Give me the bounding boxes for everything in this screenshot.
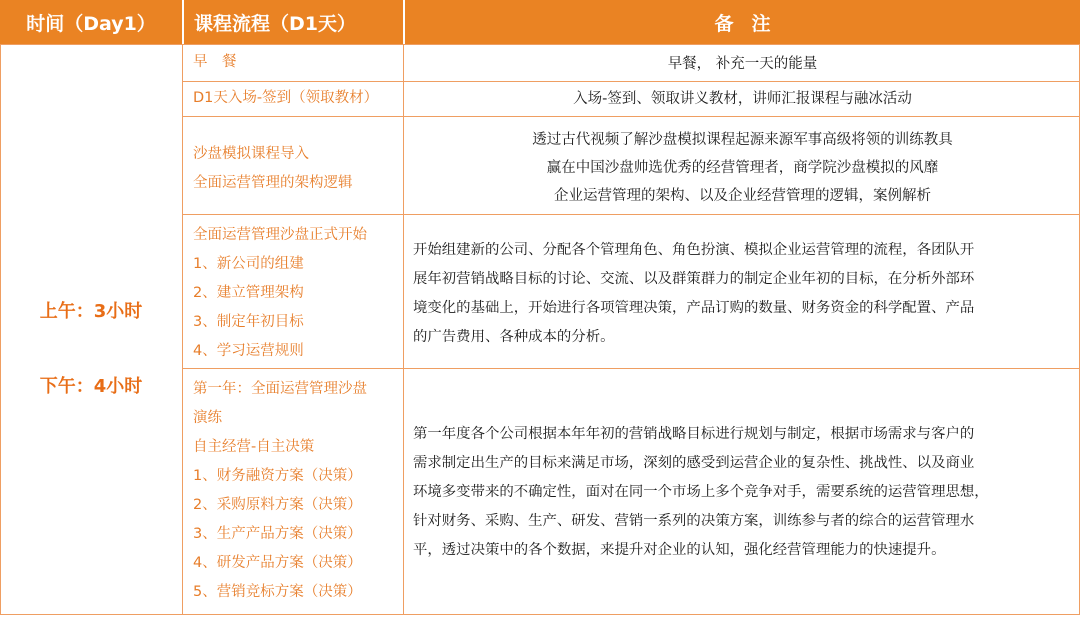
flow-line: 3、生产产品方案（决策） [193,526,362,542]
note-checkin [405,85,1080,113]
note-line: 开始组建新的公司、分配各个管理角色、角色扮演、模拟企业运营管理的流程，各团队开 [413,242,975,258]
flow-line: 4、研发产品方案（决策） [193,555,362,571]
flow-line: 演练 [193,410,222,426]
note-line: 的广告费用、各种成本的分析。 [413,329,615,345]
flow-line: 全面运营管理的架构逻辑 [193,175,353,191]
flow-line: 早 餐 [193,54,237,70]
flow-start [193,221,367,366]
note-breakfast [405,50,1080,78]
header-notes: 备注 [405,0,1080,44]
flow-line: 3、制定年初目标 [193,314,304,330]
note-line: 境变化的基础上，开始进行各项管理决策，产品订购的数量、财务资金的科学配置、产品 [413,300,975,316]
note-line: 需求制定出生产的目标来满足市场，深刻的感受到运营企业的复杂性、挑战性、以及商业 [413,455,975,471]
column-divider [182,44,183,615]
flow-line: 5、营销竞标方案（决策） [193,584,362,600]
note-line: 企业运营管理的架构、以及企业经营管理的逻辑，案例解析 [554,188,931,204]
column-divider [403,44,404,615]
note-line: 早餐， 补充一天的能量 [667,56,818,72]
flow-line: 1、新公司的组建 [193,256,304,272]
flow-line: 自主经营-自主决策 [193,439,315,455]
row-divider [182,116,1080,117]
note-line: 展年初营销战略目标的讨论、交流、以及群策群力的制定企业年初的目标，在分析外部环 [413,271,975,287]
row-divider [182,81,1080,82]
note-line: 平，透过决策中的各个数据，来提升对企业的认知，强化经营管理能力的快速提升。 [413,542,946,558]
time-morning: 上午：3小时 [39,301,143,322]
header-time: 时间（Day1） [0,0,182,44]
flow-checkin [193,84,378,113]
flow-intro [193,140,353,198]
note-line: 第一年度各个公司根据本年年初的营销战略目标进行规划与制定，根据市场需求与客户的 [413,426,975,442]
flow-breakfast [193,48,237,77]
flow-line: 沙盘模拟课程导入 [193,146,309,162]
header-flow: 课程流程（D1天） [184,0,403,44]
note-line: 透过古代视频了解沙盘模拟课程起源来源军事高级将领的训练教具 [532,132,953,148]
note-line: 环境多变带来的不确定性，面对在同一个市场上多个竞争对手，需要系统的运营管理思想， [413,484,989,500]
note-line: 针对财务、采购、生产、研发、营销一系列的决策方案，训练参与者的综合的运营管理水 [413,513,975,529]
time-afternoon: 下午：4小时 [39,376,143,397]
row-divider [182,214,1080,215]
note-start [413,236,1075,352]
note-line: 入场-签到、领取讲义教材，讲师汇报课程与融冰活动 [573,91,912,107]
flow-year1 [193,375,367,607]
flow-line: D1天入场-签到（领取教材） [193,90,379,106]
row-divider [182,368,1080,369]
flow-line: 全面运营管理沙盘正式开始 [193,227,367,243]
flow-line: 4、学习运营规则 [193,343,304,359]
note-line: 赢在中国沙盘帅选优秀的经营管理者，商学院沙盘模拟的风靡 [546,160,939,176]
flow-line: 1、财务融资方案（决策） [193,468,362,484]
note-year1 [413,420,1075,565]
flow-line: 2、建立管理架构 [193,285,304,301]
flow-line: 2、采购原料方案（决策） [193,497,362,513]
note-intro [405,126,1080,210]
flow-line: 第一年：全面运营管理沙盘 [193,381,367,397]
